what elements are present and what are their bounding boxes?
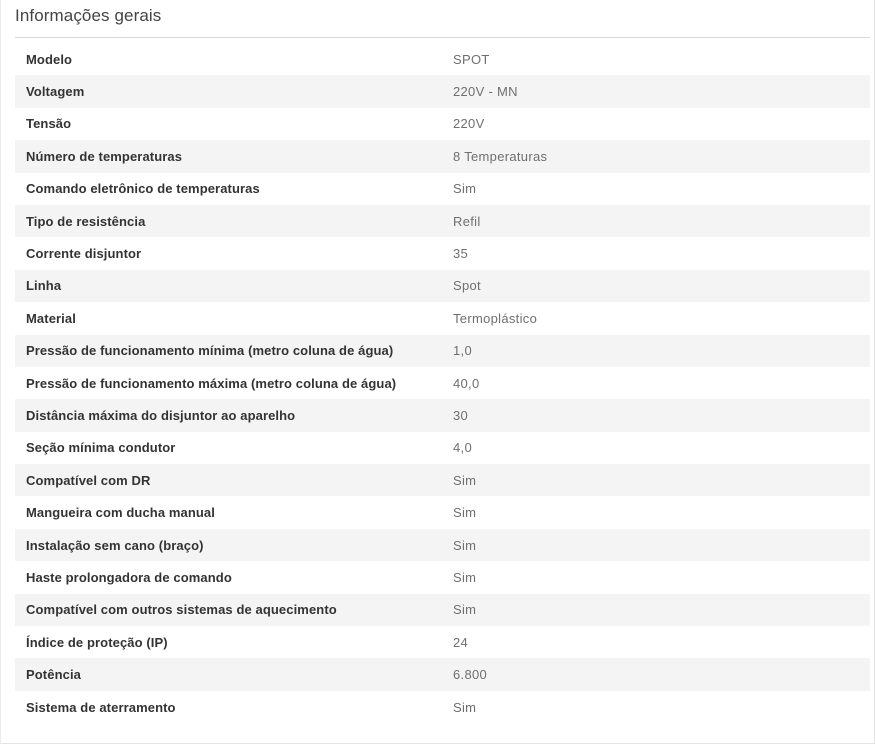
spec-value: 30 — [453, 407, 469, 423]
spec-label: Compatível com outros sistemas de aquecimento — [26, 602, 337, 618]
spec-label: Pressão de funcionamento mínima (metro coluna de água) — [26, 343, 394, 359]
spec-label: Voltagem — [26, 84, 85, 100]
spec-value: Sim — [453, 699, 477, 715]
spec-label: Compatível com DR — [26, 472, 151, 488]
spec-label: Tensão — [26, 116, 72, 132]
spec-label: Mangueira com ducha manual — [26, 505, 215, 521]
spec-value: Sim — [453, 569, 477, 585]
title-divider — [15, 37, 870, 38]
spec-row-compativel-aquecimento — [15, 594, 870, 626]
spec-label: Comando eletrônico de temperaturas — [26, 181, 260, 197]
section-title: Informações gerais — [15, 6, 162, 25]
spec-value: Sim — [453, 602, 477, 618]
spec-value: 8 Temperaturas — [453, 148, 548, 164]
spec-row-compativel-dr — [15, 464, 870, 496]
spec-label: Corrente disjuntor — [26, 246, 142, 262]
spec-row-linha — [15, 270, 870, 302]
spec-row-tensao — [15, 108, 870, 140]
spec-value: 35 — [453, 246, 469, 262]
spec-row-sistema-aterramento — [15, 691, 870, 723]
spec-row-potencia — [15, 658, 870, 690]
spec-value: 40,0 — [453, 375, 480, 391]
spec-value: Sim — [453, 181, 477, 197]
spec-row-material — [15, 302, 870, 334]
spec-value: Sim — [453, 537, 477, 553]
spec-label: Potência — [26, 667, 81, 683]
spec-row-mangueira-ducha — [15, 496, 870, 528]
spec-label: Haste prolongadora de comando — [26, 569, 232, 585]
spec-label: Distância máxima do disjuntor ao aparelho — [26, 407, 296, 423]
spec-label: Pressão de funcionamento máxima (metro coluna de água) — [26, 375, 397, 391]
spec-row-corrente-disjuntor — [15, 237, 870, 269]
spec-value: SPOT — [453, 51, 490, 67]
spec-value: 24 — [453, 634, 469, 650]
spec-label: Linha — [26, 278, 62, 294]
spec-row-voltagem — [15, 75, 870, 107]
spec-label: Material — [26, 310, 76, 326]
spec-row-instalacao-sem-cano — [15, 529, 870, 561]
spec-row-tipo-resistencia — [15, 205, 870, 237]
spec-label: Instalação sem cano (braço) — [26, 537, 204, 553]
spec-row-modelo — [15, 43, 870, 75]
spec-label: Seção mínima condutor — [26, 440, 176, 456]
spec-value: Sim — [453, 505, 477, 521]
spec-row-numero-temperaturas — [15, 140, 870, 172]
spec-value: 220V - MN — [453, 84, 518, 100]
spec-value: 1,0 — [453, 343, 472, 359]
spec-row-pressao-maxima — [15, 367, 870, 399]
spec-label: Número de temperaturas — [26, 148, 183, 164]
spec-row-distancia-disjuntor — [15, 399, 870, 431]
spec-row-indice-protecao — [15, 626, 870, 658]
spec-value: 6.800 — [453, 667, 488, 683]
spec-value: 4,0 — [453, 440, 472, 456]
spec-row-secao-condutor — [15, 432, 870, 464]
spec-table — [15, 43, 870, 723]
spec-label: Tipo de resistência — [26, 213, 146, 229]
spec-value: Sim — [453, 472, 477, 488]
spec-row-haste-prolongadora — [15, 561, 870, 593]
spec-label: Índice de proteção (IP) — [26, 634, 168, 650]
spec-value: Spot — [453, 278, 481, 294]
spec-value: Termoplástico — [453, 310, 538, 326]
spec-value: Refil — [453, 213, 481, 229]
spec-row-comando-eletronico — [15, 173, 870, 205]
spec-label: Modelo — [26, 51, 73, 67]
spec-label: Sistema de aterramento — [26, 699, 176, 715]
spec-value: 220V — [453, 116, 485, 132]
spec-row-pressao-minima — [15, 335, 870, 367]
